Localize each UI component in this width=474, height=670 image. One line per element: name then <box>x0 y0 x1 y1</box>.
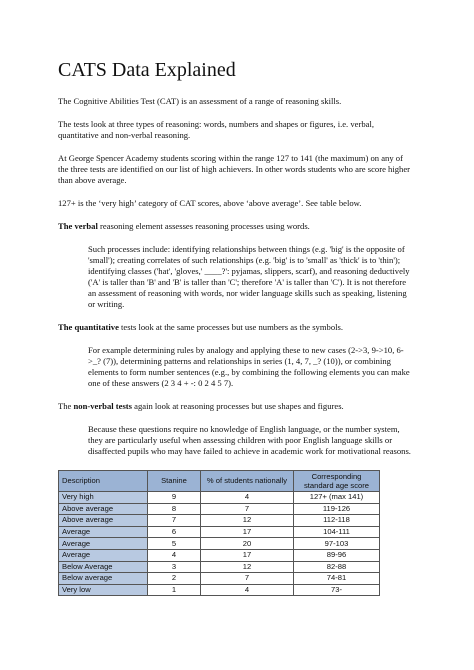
header-description: Description <box>59 471 148 492</box>
types-paragraph: The tests look at three types of reasoning: words, numbers and shapes or figures, i.e. verbal, quantitative and non-verbal reasoning. <box>58 119 374 140</box>
cell-description: Average <box>59 538 148 550</box>
high-achievers-paragraph: At George Spencer Academy students scoring within the range 127 to 141 (the maximum) on any of the three tests are identified on our list of high achievers. In other words students who are score higher than above average. <box>58 153 410 185</box>
table-row <box>59 561 380 573</box>
table-row <box>59 584 380 596</box>
cell-stanine: 6 <box>148 526 201 538</box>
nonverbal-heading-paragraph <box>58 401 414 412</box>
cell-percent: 17 <box>201 549 294 561</box>
table-row <box>59 573 380 585</box>
cell-stanine: 2 <box>148 573 201 585</box>
cell-age-score: 104-111 <box>294 526 380 538</box>
nonverbal-rest: again look at reasoning processes but use shapes and figures. <box>132 401 344 411</box>
cell-age-score: 127+ (max 141) <box>294 492 380 504</box>
quant-detail: For example determining rules by analogy and applying these to new cases (2->3, 9->10, 6->_? (7)), determining patterns and relationships in series (1, 4, 7, _? (10)), or combining elements to form number sentences (e.g., by combining the following elements you can make one of these answers (2 3 4 + -: 0 2 4 5 7). <box>88 345 410 388</box>
cell-description: Very high <box>59 492 148 504</box>
cell-description: Average <box>59 526 148 538</box>
table-row <box>59 526 380 538</box>
quant-rest: tests look at the same processes but use numbers as the symbols. <box>118 322 344 332</box>
cell-description: Below Average <box>59 561 148 573</box>
table-header-row <box>59 471 380 492</box>
verbal-bold: The verbal <box>58 221 98 231</box>
cell-age-score: 119-126 <box>294 503 380 515</box>
cell-percent: 12 <box>201 515 294 527</box>
cell-percent: 4 <box>201 492 294 504</box>
cell-description: Above average <box>59 503 148 515</box>
cell-stanine: 7 <box>148 515 201 527</box>
cell-description: Above average <box>59 515 148 527</box>
verbal-detail: Such processes include: identifying relationships between things (e.g. 'big' is the opposite of 'small'); creating correlates of such relationships (e.g. 'big' is to 'small' as 'thick' is to 'thin'); identifying classes ('hat', 'gloves,' ____?': pyjamas, slippers, scarf), and reasoning deductively ('A' is taller than 'B' and 'B' is taller than 'C'; therefore 'A' is taller than 'C'). It is not therefore an assessment of reasoning with words, nor wider language skills such as speaking, listening or writing. <box>88 244 410 309</box>
cell-stanine: 4 <box>148 549 201 561</box>
quant-bold: The quantitative <box>58 322 119 332</box>
cell-percent: 20 <box>201 538 294 550</box>
cell-stanine: 5 <box>148 538 201 550</box>
table-row <box>59 515 380 527</box>
intro-paragraph: The Cognitive Abilities Test (CAT) is an assessment of a range of reasoning skills. <box>58 96 342 106</box>
header-age-score: Corresponding standard age score <box>294 471 380 492</box>
nonverbal-bold: non-verbal tests <box>73 401 132 411</box>
cell-percent: 17 <box>201 526 294 538</box>
cell-stanine: 3 <box>148 561 201 573</box>
cell-stanine: 8 <box>148 503 201 515</box>
quant-heading-paragraph <box>58 322 414 333</box>
cell-percent: 7 <box>201 573 294 585</box>
page-title: CATS Data Explained <box>58 59 236 81</box>
table-row <box>59 549 380 561</box>
verbal-heading-paragraph <box>58 221 414 232</box>
table-row <box>59 492 380 504</box>
cell-description: Below average <box>59 573 148 585</box>
cell-percent: 4 <box>201 584 294 596</box>
table-row <box>59 538 380 550</box>
cell-age-score: 74-81 <box>294 573 380 585</box>
stanine-table-wrapper <box>58 470 414 596</box>
cell-age-score: 73- <box>294 584 380 596</box>
header-percent: % of students nationally <box>201 471 294 492</box>
header-stanine: Stanine <box>148 471 201 492</box>
cell-description: Very low <box>59 584 148 596</box>
cell-description: Average <box>59 549 148 561</box>
nonverbal-detail: Because these questions require no knowledge of English language, or the number system, they are particularly useful when assessing children with poor English language skills or disaffected pupils who may have failed to achieve in academic work for motivational reasons. <box>88 424 411 456</box>
cell-age-score: 112-118 <box>294 515 380 527</box>
stanine-table <box>58 470 380 596</box>
table-row <box>59 503 380 515</box>
cell-stanine: 1 <box>148 584 201 596</box>
cell-age-score: 97-103 <box>294 538 380 550</box>
cell-age-score: 82-88 <box>294 561 380 573</box>
cell-percent: 7 <box>201 503 294 515</box>
cell-age-score: 89-96 <box>294 549 380 561</box>
cell-stanine: 9 <box>148 492 201 504</box>
verbal-rest: reasoning element assesses reasoning processes using words. <box>97 221 310 231</box>
cell-percent: 12 <box>201 561 294 573</box>
nonverbal-pre: The <box>58 401 74 411</box>
very-high-paragraph: 127+ is the ‘very high’ category of CAT scores, above ‘above average’. See table below. <box>58 198 362 208</box>
